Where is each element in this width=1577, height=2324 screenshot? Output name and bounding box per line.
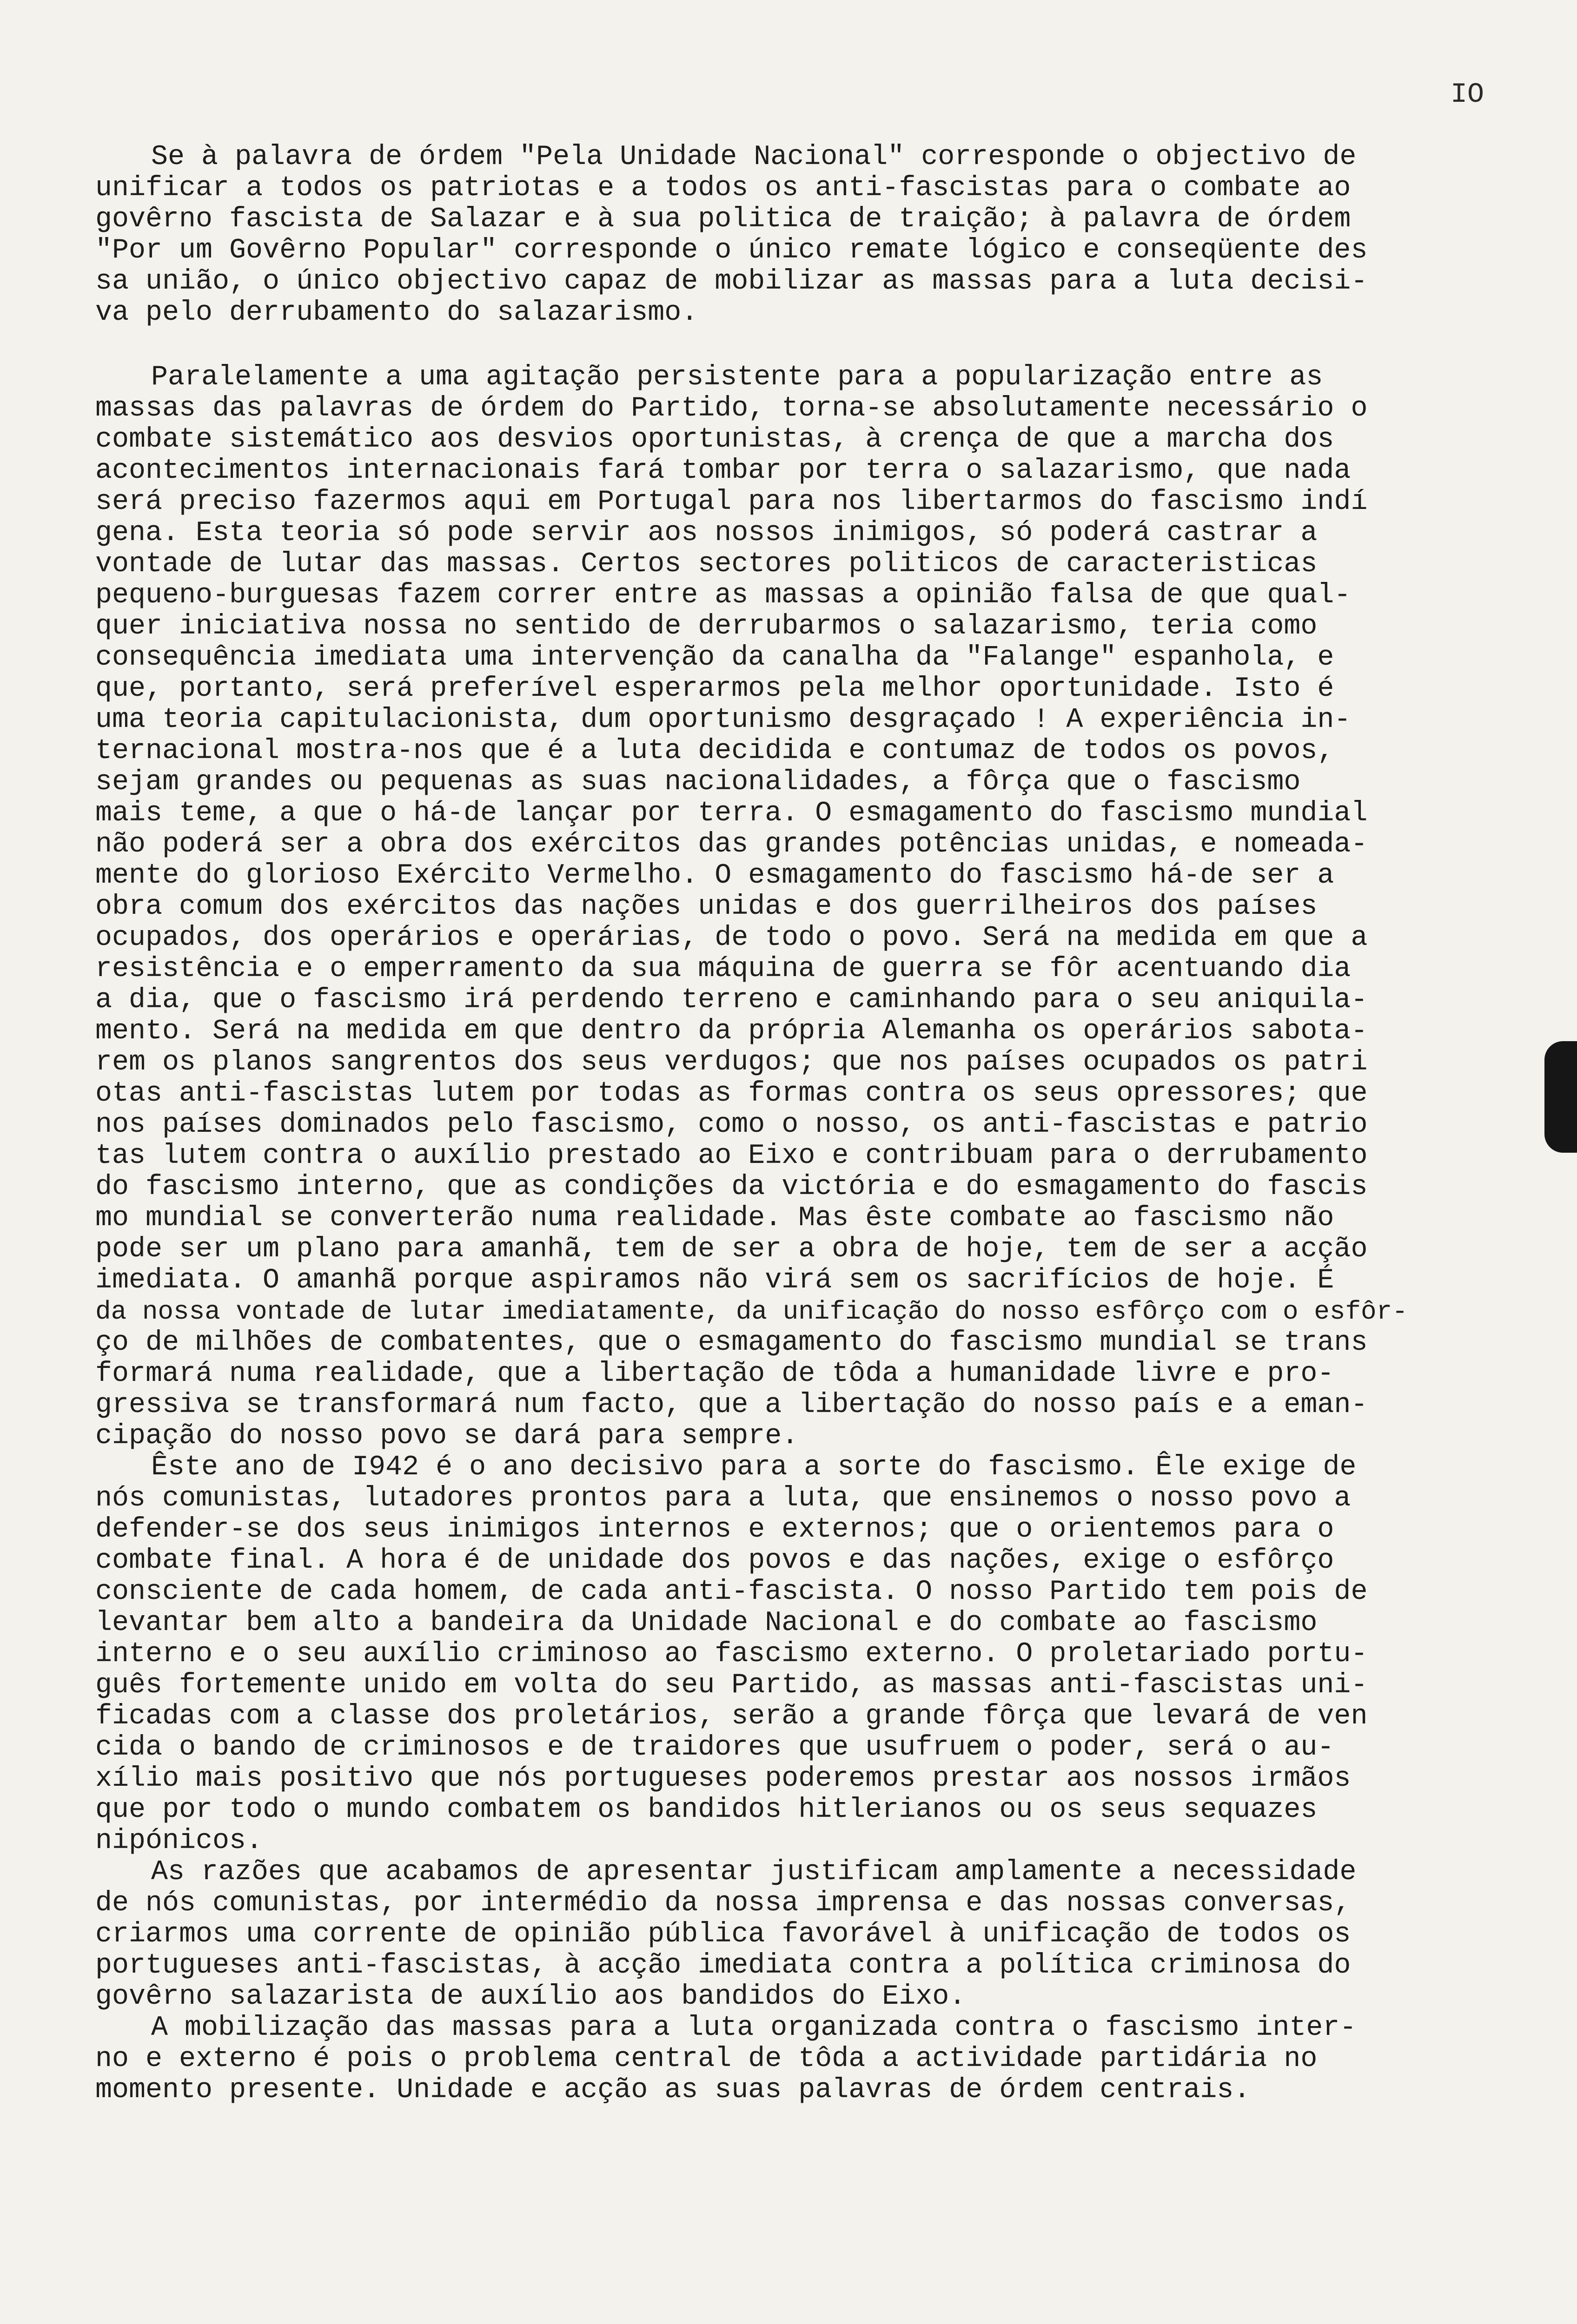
text-line: da nossa vontade de lutar imediatamente, da unificação do nosso esfôrço com o esfôr- (95, 1297, 1408, 1327)
text-line: Êste ano de I942 é o ano decisivo para a sorte do fascismo. Êle exige de (151, 1452, 1357, 1483)
binder-hole-mark (1544, 1041, 1577, 1153)
text-line: sa união, o único objectivo capaz de mobilizar as massas para a luta decisi- (95, 266, 1368, 297)
text-line: unificar a todos os patriotas e a todos os anti-fascistas para o combate ao (95, 172, 1351, 204)
text-line: será preciso fazermos aqui em Portugal para nos libertarmos do fascismo indí (95, 486, 1368, 518)
text-line: obra comum dos exércitos das nações unidas e dos guerrilheiros dos países (95, 891, 1318, 923)
text-line: otas anti-fascistas lutem por todas as formas contra os seus opressores; que (95, 1078, 1368, 1109)
text-line: nos países dominados pelo fascismo, como o nosso, os anti-fascistas e patrio (95, 1109, 1368, 1141)
text-line: mento. Será na medida em que dentro da própria Alemanha os operários sabota- (95, 1016, 1368, 1047)
text-line: consciente de cada homem, de cada anti-fascista. O nosso Partido tem pois de (95, 1576, 1368, 1608)
text-line: formará numa realidade, que a libertação de tôda a humanidade livre e pro- (95, 1358, 1334, 1390)
text-line: interno e o seu auxílio criminoso ao fascismo externo. O proletariado portu- (95, 1638, 1368, 1670)
paragraph-2 (95, 362, 1513, 1452)
text-line: mente do glorioso Exército Vermelho. O esmagamento do fascismo há-de ser a (95, 860, 1334, 891)
page-number: IO (1450, 79, 1484, 111)
text-line: ço de milhões de combatentes, que o esmagamento do fascismo mundial se trans (95, 1327, 1368, 1359)
text-line: pode ser um plano para amanhã, tem de ser a obra de hoje, tem de ser a acção (95, 1234, 1368, 1265)
text-line: a dia, que o fascismo irá perdendo terreno e caminhando para o seu aniquila- (95, 984, 1368, 1016)
text-line: govêrno fascista de Salazar e à sua politica de traição; à palavra de órdem (95, 204, 1351, 235)
text-line: ternacional mostra-nos que é a luta decidida e contumaz de todos os povos, (95, 735, 1334, 767)
text-line: nós comunistas, lutadores prontos para a luta, que ensinemos o nosso povo a (95, 1483, 1351, 1514)
text-line: xílio mais positivo que nós portugueses poderemos prestar aos nossos irmãos (95, 1763, 1351, 1795)
text-line: sejam grandes ou pequenas as suas nacionalidades, a fôrça que o fascismo (95, 766, 1301, 798)
paragraph-4 (95, 1857, 1513, 2013)
text-line: gena. Esta teoria só pode servir aos nossos inimigos, só poderá castrar a (95, 517, 1318, 549)
text-line: tas lutem contra o auxílio prestado ao Eixo e contribuam para o derrubamento (95, 1140, 1368, 1172)
text-line: acontecimentos internacionais fará tombar por terra o salazarismo, que nada (95, 455, 1351, 487)
text-line: de nós comunistas, por intermédio da nossa imprensa e das nossas conversas, (95, 1888, 1351, 1919)
text-line: consequência imediata uma intervenção da canalha da "Falange" espanhola, e (95, 642, 1334, 673)
text-line: Se à palavra de órdem "Pela Unidade Nacional" corresponde o objectivo de (151, 141, 1357, 173)
text-line: que, portanto, será preferível esperarmos pela melhor oportunidade. Isto é (95, 673, 1334, 705)
text-line: A mobilização das massas para a luta organizada contra o fascismo inter- (151, 2012, 1357, 2044)
document-body (95, 142, 1513, 2106)
text-line: mais teme, a que o há-de lançar por terra. O esmagamento do fascismo mundial (95, 798, 1368, 829)
text-line: ocupados, dos operários e operárias, de todo o povo. Será na medida em que a (95, 922, 1368, 954)
text-line: cida o bando de criminosos e de traidores que usufruem o poder, será o au- (95, 1732, 1334, 1763)
paragraph-3 (95, 1452, 1513, 1857)
text-line: rem os planos sangrentos dos seus verdugos; que nos países ocupados os patri (95, 1047, 1368, 1078)
text-line: que por todo o mundo combatem os bandidos hitlerianos ou os seus sequazes (95, 1794, 1318, 1826)
text-line: não poderá ser a obra dos exércitos das grandes potências unidas, e nomeada- (95, 829, 1368, 860)
text-line: levantar bem alto a bandeira da Unidade Nacional e do combate ao fascismo (95, 1607, 1318, 1639)
text-line: gressiva se transformará num facto, que a libertação do nosso país e a eman- (95, 1389, 1368, 1421)
text-line: mo mundial se converterão numa realidade. Mas êste combate ao fascismo não (95, 1202, 1334, 1234)
text-line: imediata. O amanhã porque aspiramos não virá sem os sacrifícios de hoje. É (95, 1265, 1334, 1296)
text-line: no e externo é pois o problema central de tôda a actividade partidária no (95, 2043, 1318, 2075)
text-line: massas das palavras de órdem do Partido, torna-se absolutamente necessário o (95, 393, 1368, 424)
text-line: As razões que acabamos de apresentar justificam amplamente a necessidade (151, 1856, 1357, 1888)
text-line: nipónicos. (95, 1825, 263, 1857)
text-line: quer iniciativa nossa no sentido de derrubarmos o salazarismo, teria como (95, 611, 1318, 642)
text-line: momento presente. Unidade e acção as suas palavras de órdem centrais. (95, 2074, 1251, 2106)
text-line: portugueses anti-fascistas, à acção imediata contra a política criminosa do (95, 1950, 1351, 1981)
text-line: ficadas com a classe dos proletários, serão a grande fôrça que levará de ven (95, 1701, 1368, 1732)
text-line: criarmos uma corrente de opinião pública favorável à unificação de todos os (95, 1919, 1351, 1950)
text-line: govêrno salazarista de auxílio aos bandidos do Eixo. (95, 1981, 966, 2013)
paragraph-5 (95, 2013, 1513, 2106)
text-line: "Por um Govêrno Popular" corresponde o único remate lógico e conseqüente des (95, 235, 1368, 266)
text-line: vontade de lutar das massas. Certos sectores politicos de caracteristicas (95, 548, 1318, 580)
text-line: pequeno-burguesas fazem correr entre as massas a opinião falsa de que qual- (95, 580, 1351, 611)
text-line: combate sistemático aos desvios oportunistas, à crença de que a marcha dos (95, 424, 1334, 456)
text-line: combate final. A hora é de unidade dos povos e das nações, exige o esfôrço (95, 1545, 1334, 1577)
text-line: cipação do nosso povo se dará para sempre. (95, 1420, 799, 1452)
text-line: defender-se dos seus inimigos internos e externos; que o orientemos para o (95, 1514, 1334, 1545)
paragraph-1 (95, 142, 1513, 329)
text-line: guês fortemente unido em volta do seu Partido, as massas anti-fascistas uni- (95, 1670, 1368, 1701)
text-line: va pelo derrubamento do salazarismo. (95, 297, 698, 329)
text-line: do fascismo interno, que as condições da victória e do esmagamento do fascis (95, 1171, 1368, 1203)
text-line: resistência e o emperramento da sua máquina de guerra se fôr acentuando dia (95, 953, 1351, 985)
text-line: Paralelamente a uma agitação persistente para a popularização entre as (151, 362, 1323, 393)
text-line: uma teoria capitulacionista, dum oportunismo desgraçado ! A experiência in- (95, 704, 1351, 736)
